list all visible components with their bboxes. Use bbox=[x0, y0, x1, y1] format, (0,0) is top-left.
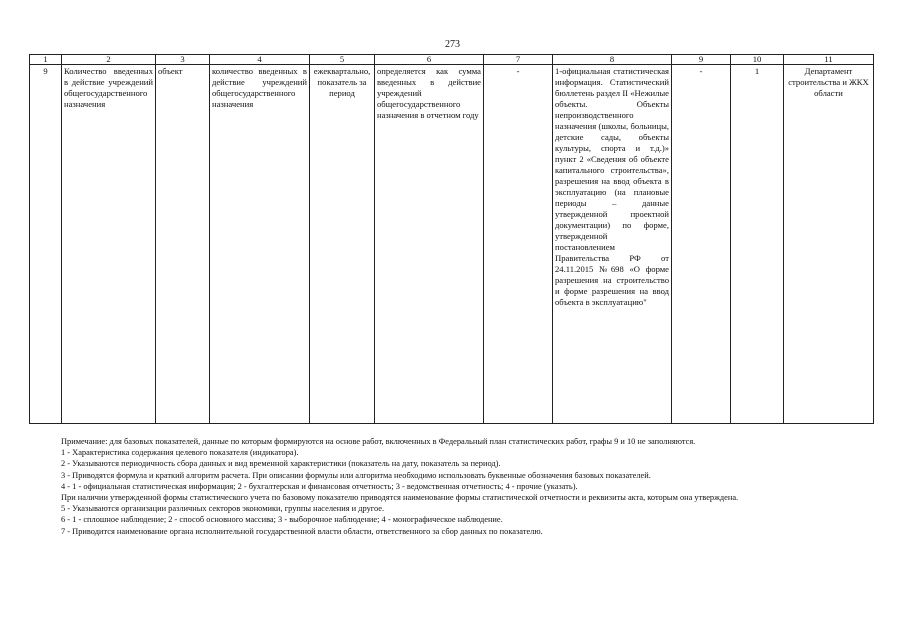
page-number: 273 bbox=[445, 39, 460, 50]
col-header-6: 6 bbox=[375, 55, 484, 65]
periodicity-cell: ежеквартально, показатель за период bbox=[310, 65, 375, 424]
col-header-5: 5 bbox=[310, 55, 375, 65]
responsible-body-cell: Департамент строительства и ЖКХ области bbox=[784, 65, 874, 424]
col-header-8: 8 bbox=[553, 55, 672, 65]
column-number-row bbox=[30, 55, 874, 65]
note-4-continuation: При наличии утвержденной формы статистического учета по базовому показателю приводятся наименование формы статистической отчетности и реквизиты акта, которым она утверждена. bbox=[61, 493, 739, 503]
row-number-cell: 9 bbox=[30, 65, 62, 424]
definition-cell: количество введенных в действие учреждений общегосударственного назначения bbox=[210, 65, 310, 424]
notes-section bbox=[33, 436, 869, 537]
table-row bbox=[30, 65, 874, 424]
note-4: 4 - 1 - официальная статистическая информация; 2 - бухгалтерская и финансовая отчетность; 3 - ведомственная отчетность; 4 - прочие (указать). bbox=[61, 481, 578, 491]
col-header-9: 9 bbox=[672, 55, 731, 65]
note-6: 6 - 1 - сплошное наблюдение; 2 - способ основного массива; 3 - выборочное наблюдение; 4 - монографическое наблюдение. bbox=[61, 515, 503, 525]
unit-cell: объект bbox=[156, 65, 210, 424]
col-header-2: 2 bbox=[62, 55, 156, 65]
note-3: 3 - Приводятся формула и краткий алгоритм расчета. При описании формулы или алгоритма необходимо использовать буквенные обозначения базовых показателей. bbox=[61, 470, 651, 480]
note-5: 5 - Указываются организации различных секторов экономики, группы населения и другое. bbox=[61, 504, 385, 514]
col-header-3: 3 bbox=[156, 55, 210, 65]
col-header-10: 10 bbox=[731, 55, 784, 65]
note-1: 1 - Характеристика содержания целевого показателя (индикатора). bbox=[61, 448, 299, 458]
col-header-11: 11 bbox=[784, 55, 874, 65]
base-indicators-cell: - bbox=[484, 65, 553, 424]
formula-cell: определяется как сумма введенных в действие учреждений общегосударственного назначения в отчетном году bbox=[375, 65, 484, 424]
col-header-4: 4 bbox=[210, 55, 310, 65]
collection-method-cell: 1 bbox=[731, 65, 784, 424]
data-source-cell: 1-официальная статистическая информация. Статистический бюллетень раздел II «Нежилые объекты. Объекты непроизводственного назначения (школы, больницы, детские сады, объекты культуры, спорта и т.д.)» пункт 2 «Сведения об объекте капитального строительства», разрешения на ввод объекта в эксплуатацию (на плановые периоды – данные утвержденной проектной документации) по форме, утвержденной постановлением Правительства РФ от 24.11.2015 №698 «О форме разрешения на строительство и форме разрешения на ввод объекта в эксплуатацию" bbox=[553, 65, 672, 424]
note-7: 7 - Приводится наименование органа исполнительной государственной власти области, ответственного за сбор данных по показателю. bbox=[61, 526, 543, 536]
observation-object-cell: - bbox=[672, 65, 731, 424]
note-intro: Примечание: для базовых показателей, данные по которым формируются на основе работ, включенных в Федеральный план статистических работ, графы 9 и 10 не заполняются. bbox=[61, 437, 696, 446]
col-header-1: 1 bbox=[30, 55, 62, 65]
indicator-name-cell: Количество введенных в действие учреждений общегосударственного назначения bbox=[62, 65, 156, 424]
note-2: 2 - Указываются периодичность сбора данных и вид временной характеристики (показатель на дату, показатель за период). bbox=[61, 459, 501, 469]
indicator-table bbox=[29, 54, 874, 424]
col-header-7: 7 bbox=[484, 55, 553, 65]
